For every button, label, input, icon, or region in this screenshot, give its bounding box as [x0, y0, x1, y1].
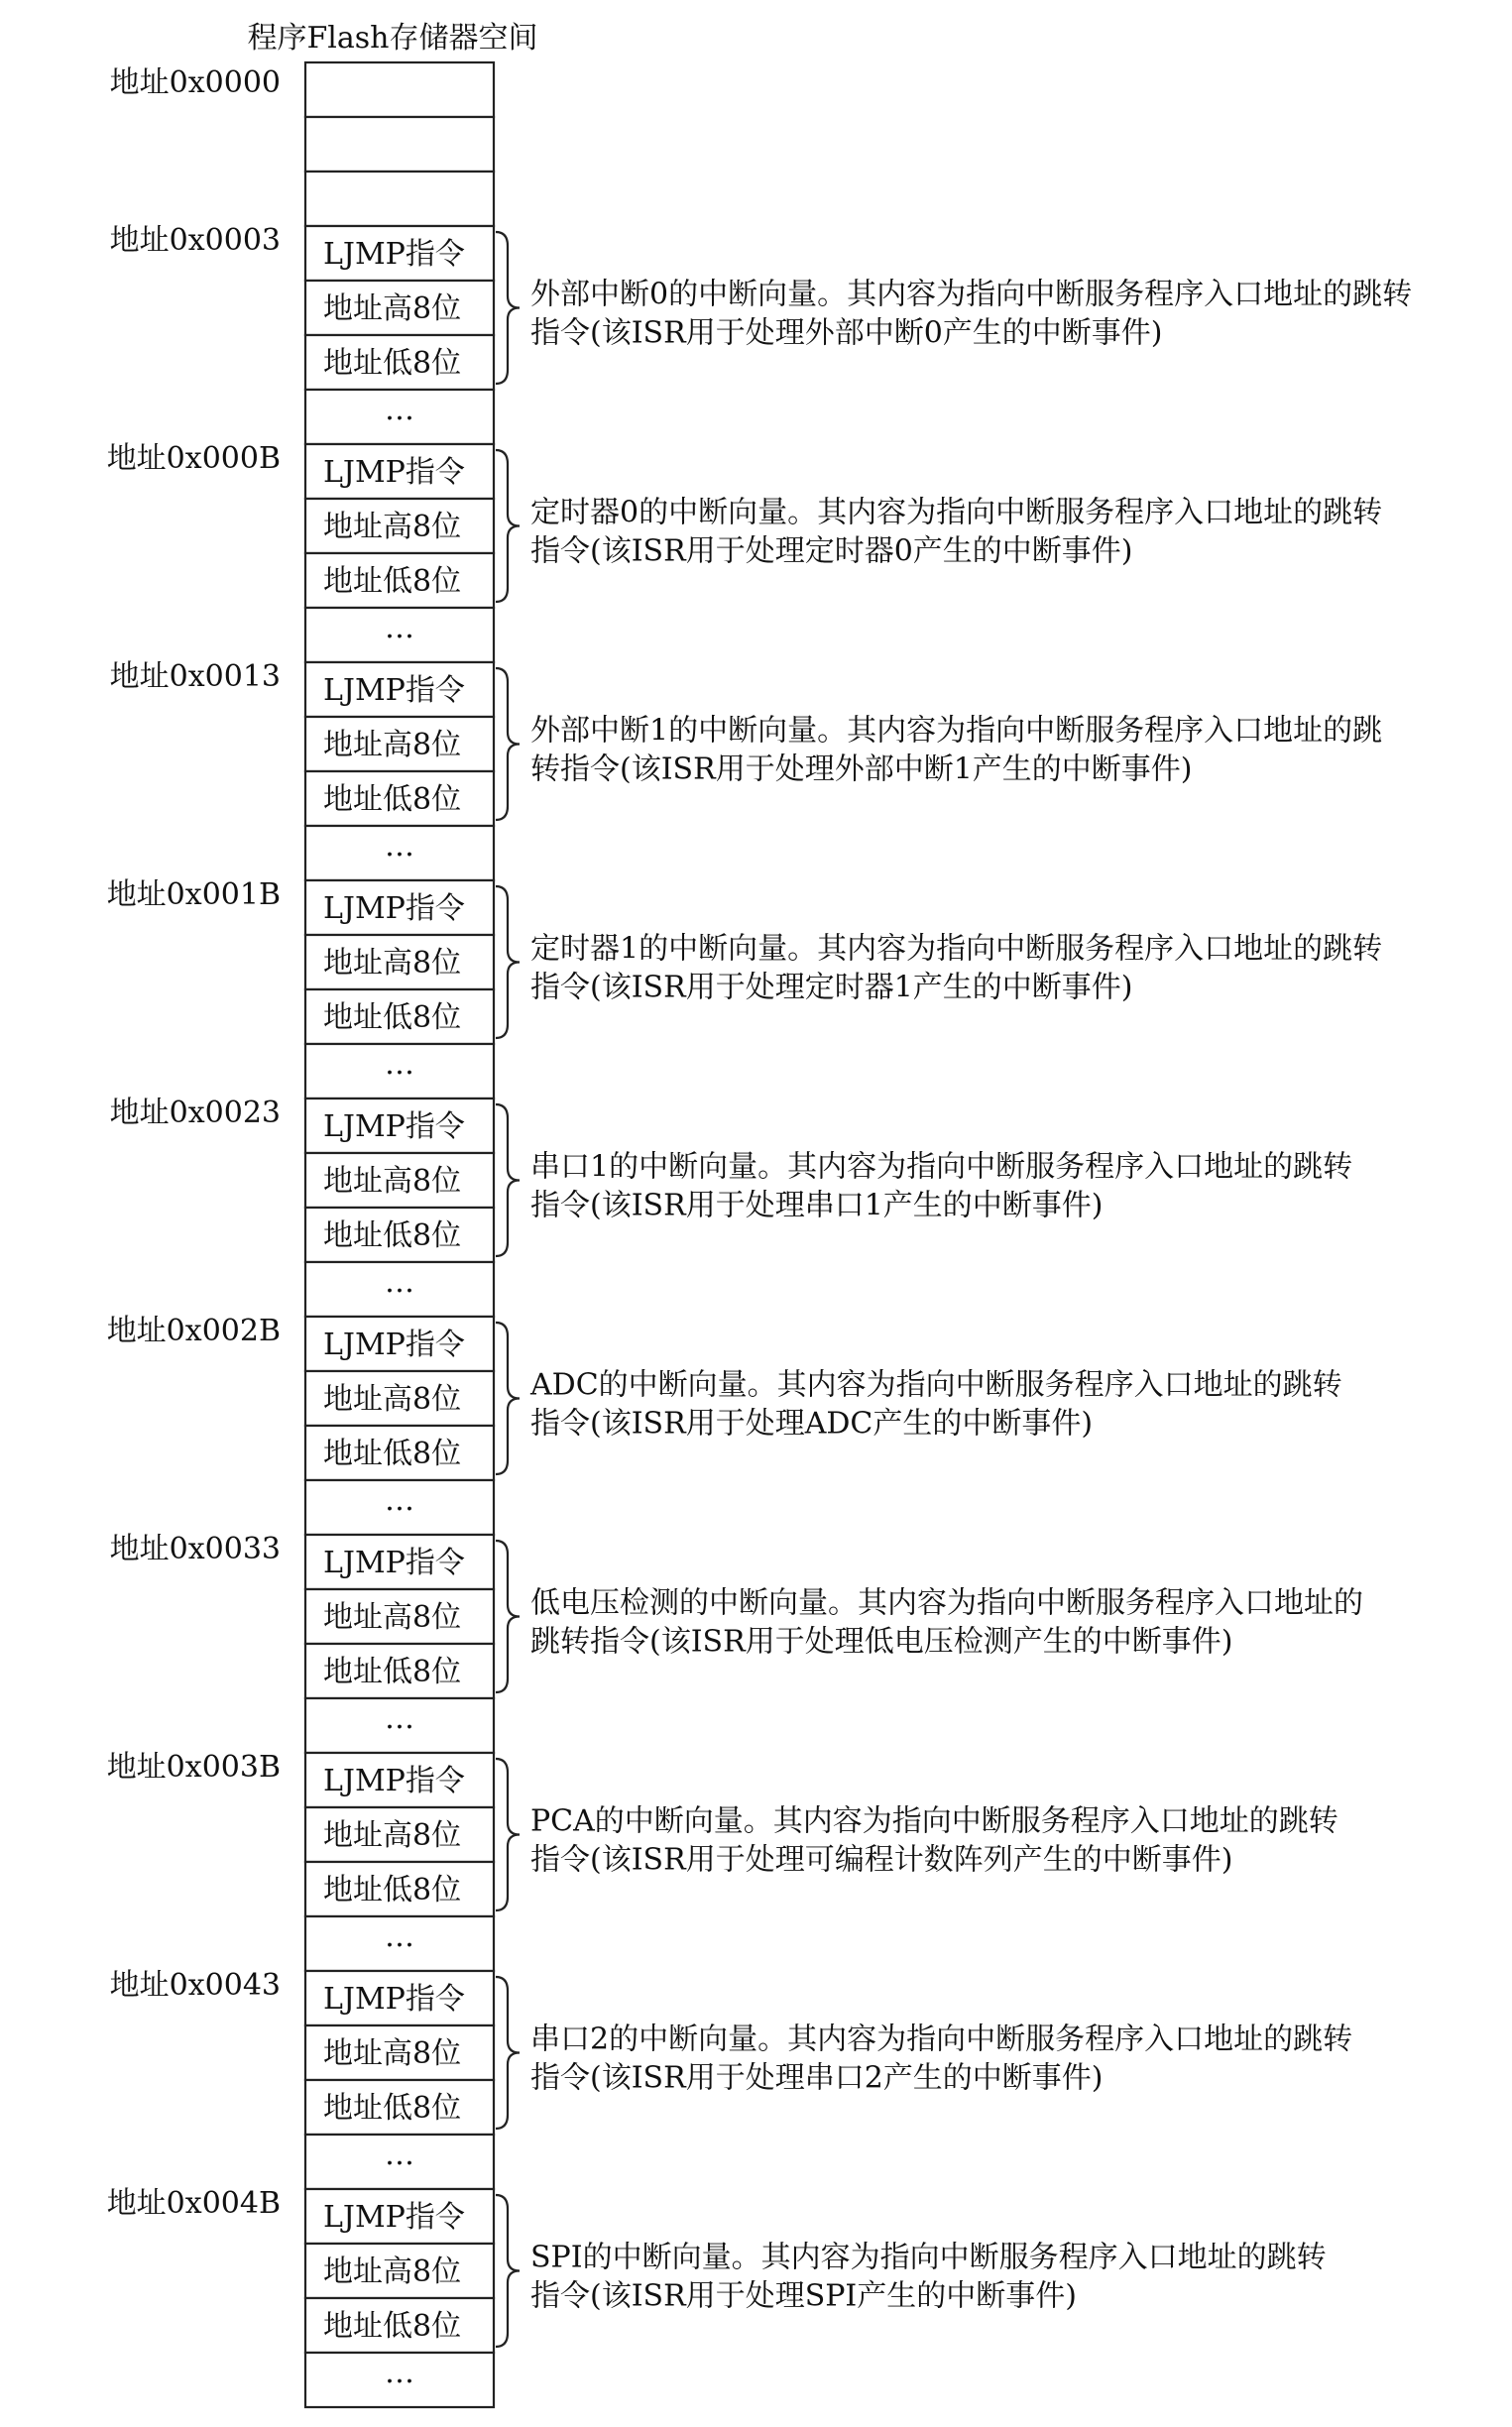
ellipsis-text: … [385, 829, 414, 864]
memory-cell-reserved [305, 62, 494, 117]
vector-description-line2: 指令(该ISR用于处理定时器0产生的中断事件) [530, 533, 1133, 569]
diagram-title: 程序Flash存储器空间 [247, 21, 538, 56]
ellipsis-text: … [385, 611, 414, 645]
memory-cell-ljmp-label: LJMP指令 [323, 673, 465, 708]
address-labels [107, 65, 281, 2221]
memory-cell-addr-high-label: 地址高8位 [323, 291, 462, 326]
memory-cell-addr-low-label: 地址低8位 [323, 1655, 462, 1689]
ellipsis-text: … [385, 1047, 414, 1082]
memory-cell-addr-high-label: 地址高8位 [323, 510, 462, 544]
memory-cell-ljmp-label: LJMP指令 [323, 891, 465, 926]
address-label: 地址0x004B [106, 2186, 281, 2221]
memory-cell-addr-low-label: 地址低8位 [323, 1873, 462, 1907]
memory-cell-ljmp-label: LJMP指令 [323, 1764, 465, 1798]
vector-description-line1: 低电压检测的中断向量。其内容为指向中断服务程序入口地址的 [530, 1585, 1363, 1621]
vector-description-line2: 指令(该ISR用于处理外部中断0产生的中断事件) [530, 315, 1163, 351]
memory-cell-addr-high-label: 地址高8位 [323, 728, 462, 762]
address-label: 地址0x002B [106, 1314, 281, 1348]
vector-description-line2: 指令(该ISR用于处理串口1产生的中断事件) [530, 1188, 1104, 1223]
curly-brace [496, 1104, 520, 1256]
memory-cell-addr-high-label: 地址高8位 [323, 2036, 462, 2071]
vector-description-line1: SPI的中断向量。其内容为指向中断服务程序入口地址的跳转 [530, 2240, 1327, 2275]
vector-description-line2: 指令(该ISR用于处理SPI产生的中断事件) [530, 2278, 1077, 2314]
address-label: 地址0x0023 [109, 1096, 281, 1130]
memory-cell-addr-low-label: 地址低8位 [323, 2309, 462, 2344]
address-label: 地址0x0013 [109, 659, 281, 694]
memory-cell-addr-low-label: 地址低8位 [323, 346, 462, 381]
curly-brace [496, 232, 520, 384]
vector-description-line2: 转指令(该ISR用于处理外部中断1产生的中断事件) [530, 751, 1193, 787]
memory-cell-addr-low-label: 地址低8位 [323, 1000, 462, 1035]
memory-cell-ljmp-label: LJMP指令 [323, 1328, 465, 1362]
memory-cell-addr-high-label: 地址高8位 [323, 2254, 462, 2289]
memory-cell-ljmp-label: LJMP指令 [323, 1982, 465, 2017]
vector-braces [496, 232, 520, 2347]
vector-description-line2: 指令(该ISR用于处理串口2产生的中断事件) [530, 2060, 1104, 2096]
memory-cell-reserved [305, 172, 494, 226]
memory-cell-addr-low-label: 地址低8位 [323, 1218, 462, 1253]
address-label: 地址0x000B [106, 441, 281, 476]
memory-cell-ljmp-label: LJMP指令 [323, 455, 465, 490]
curly-brace [496, 450, 520, 602]
vector-description-line1: 串口1的中断向量。其内容为指向中断服务程序入口地址的跳转 [530, 1149, 1353, 1185]
vector-description-line1: ADC的中断向量。其内容为指向中断服务程序入口地址的跳转 [530, 1367, 1342, 1403]
memory-cell-addr-high-label: 地址高8位 [323, 1818, 462, 1853]
memory-cell-addr-high-label: 地址高8位 [323, 1382, 462, 1417]
memory-cell-ljmp-label: LJMP指令 [323, 2200, 465, 2235]
vector-description-line1: PCA的中断向量。其内容为指向中断服务程序入口地址的跳转 [530, 1803, 1338, 1839]
address-label: 地址0x0033 [109, 1532, 281, 1566]
ellipsis-text: … [385, 2138, 414, 2172]
memory-cell-addr-high-label: 地址高8位 [323, 946, 462, 981]
memory-cell-addr-high-label: 地址高8位 [323, 1164, 462, 1199]
vector-description-line1: 外部中断0的中断向量。其内容为指向中断服务程序入口地址的跳转 [530, 277, 1413, 312]
vector-description-line2: 指令(该ISR用于处理可编程计数阵列产生的中断事件) [530, 1842, 1233, 1878]
memory-cell-addr-low-label: 地址低8位 [323, 1437, 462, 1471]
curly-brace [496, 2195, 520, 2347]
curly-brace [496, 1541, 520, 1692]
vector-description-line1: 外部中断1的中断向量。其内容为指向中断服务程序入口地址的跳 [530, 713, 1383, 749]
curly-brace [496, 1977, 520, 2129]
address-label: 地址0x0003 [109, 223, 281, 258]
vector-description-line1: 定时器1的中断向量。其内容为指向中断服务程序入口地址的跳转 [530, 931, 1383, 967]
vector-description-line2: 指令(该ISR用于处理ADC产生的中断事件) [530, 1406, 1094, 1442]
curly-brace [496, 886, 520, 1038]
address-label-start: 地址0x0000 [109, 65, 281, 100]
vector-description-line1: 串口2的中断向量。其内容为指向中断服务程序入口地址的跳转 [530, 2022, 1353, 2057]
address-label: 地址0x0043 [109, 1968, 281, 2003]
ellipsis-text: … [385, 1265, 414, 1300]
vector-description-line2: 指令(该ISR用于处理定时器1产生的中断事件) [530, 970, 1133, 1005]
address-label: 地址0x003B [106, 1750, 281, 1785]
vector-description-line1: 定时器0的中断向量。其内容为指向中断服务程序入口地址的跳转 [530, 495, 1383, 530]
memory-cell-ljmp-label: LJMP指令 [323, 1109, 465, 1144]
memory-cells [305, 62, 494, 2407]
ellipsis-text: … [385, 1701, 414, 1736]
memory-cell-addr-high-label: 地址高8位 [323, 1600, 462, 1635]
memory-cell-addr-low-label: 地址低8位 [323, 2091, 462, 2126]
memory-cell-ljmp-label: LJMP指令 [323, 1546, 465, 1580]
ellipsis-text: … [385, 1919, 414, 1954]
memory-cell-ljmp-label: LJMP指令 [323, 237, 465, 272]
address-label: 地址0x001B [106, 877, 281, 912]
curly-brace [496, 1323, 520, 1474]
memory-cell-reserved [305, 117, 494, 172]
memory-cell-addr-low-label: 地址低8位 [323, 564, 462, 599]
vector-descriptions [529, 278, 1412, 2314]
ellipsis-text: … [385, 393, 414, 427]
curly-brace [496, 1759, 520, 1910]
ellipsis-text: … [385, 2356, 414, 2390]
ellipsis-text: … [385, 1483, 414, 1518]
memory-cell-addr-low-label: 地址低8位 [323, 782, 462, 817]
vector-description-line2: 跳转指令(该ISR用于处理低电压检测产生的中断事件) [530, 1624, 1233, 1660]
curly-brace [496, 668, 520, 820]
